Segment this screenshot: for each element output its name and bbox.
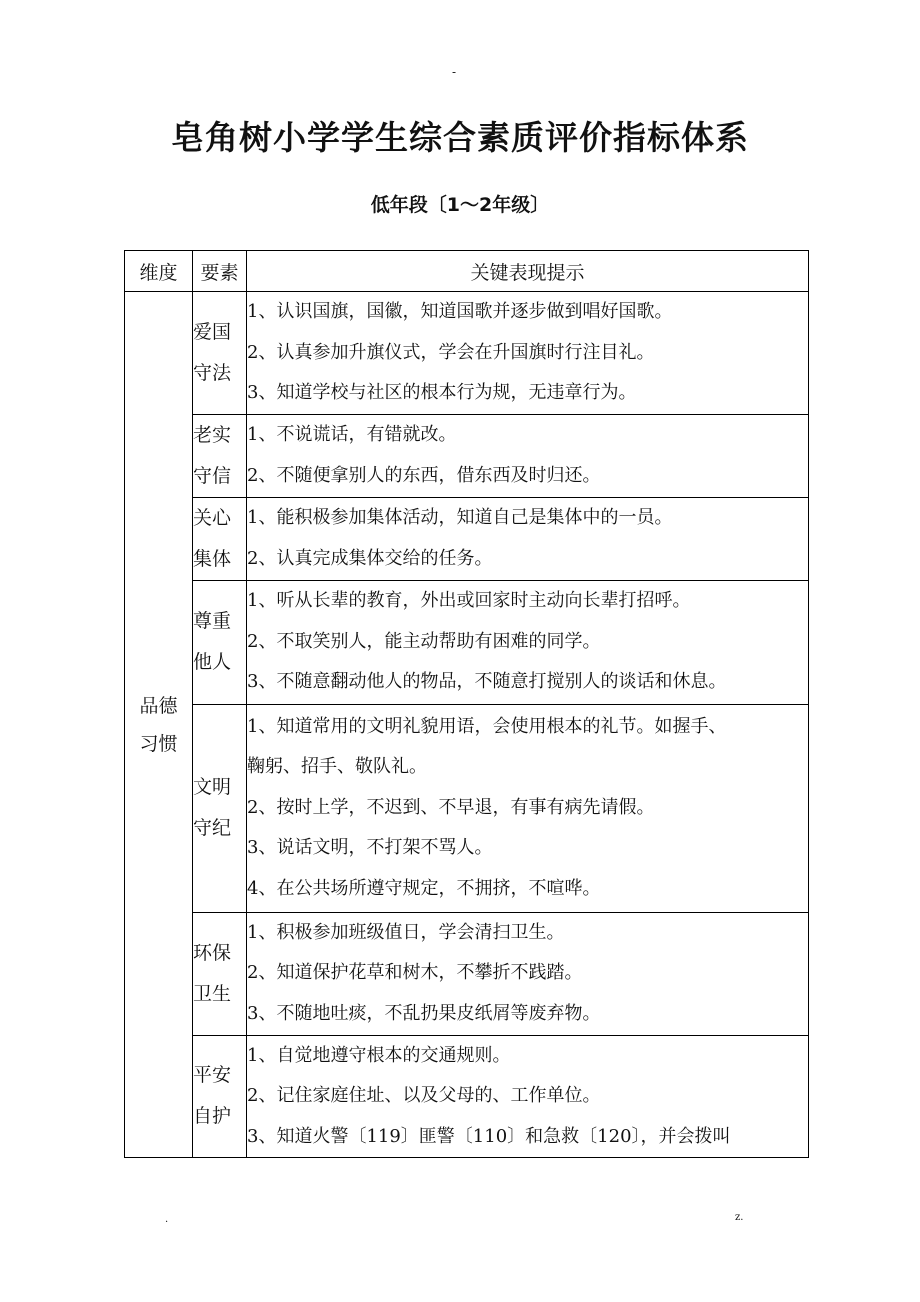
list-item: 1、听从长辈的教育，外出或回家时主动向长辈打招呼。: [247, 590, 691, 612]
footer-left-mark: .: [165, 1214, 169, 1225]
element-cell: [193, 1035, 247, 1158]
list-item: 3、不随地吐痰，不乱扔果皮纸屑等废弃物。: [247, 1002, 601, 1024]
element-label: 关心集体: [193, 506, 232, 570]
header-key-points: 关键表现提示: [247, 251, 809, 292]
table-row: [125, 912, 809, 1035]
list-item: 1、能积极参加集体活动，知道自己是集体中的一员。: [247, 507, 673, 528]
items-cell: [247, 414, 809, 497]
items-cell: [247, 497, 809, 580]
table-row: [125, 580, 809, 704]
list-item: 鞠躬、招手、敬队礼。: [247, 756, 427, 778]
element-cell: [193, 497, 247, 580]
list-item: 2、不随便拿别人的东西，借东西及时归还。: [247, 464, 601, 486]
header-element: 要素: [193, 251, 247, 292]
footer-right-mark: z.: [735, 1212, 744, 1223]
list-item: 2、不取笑别人，能主动帮助有困难的同学。: [247, 630, 601, 652]
items-cell: [247, 1035, 809, 1158]
element-cell: [193, 414, 247, 497]
list-item: 2、认真完成集体交给的任务。: [247, 547, 493, 569]
list-item: 2、记住家庭住址、以及父母的、工作单位。: [247, 1085, 601, 1106]
header-mark: -: [452, 65, 457, 79]
dimension-cell: [125, 292, 193, 1158]
items-cell: [247, 704, 809, 912]
page-subtitle: 低年段〔1～2年级〕: [370, 194, 550, 216]
element-label: 平安自护: [193, 1064, 232, 1128]
table-row: [125, 292, 809, 415]
element-label: 文明守纪: [193, 776, 232, 839]
element-label: 爱国守法: [193, 320, 232, 384]
dimension-label: 品德习惯: [139, 694, 178, 755]
list-item: 3、说话文明，不打架不骂人。: [247, 837, 493, 859]
list-item: 2、按时上学，不迟到、不早退，有事有病先请假。: [247, 796, 655, 818]
table-row: [125, 704, 809, 912]
items-cell: [247, 580, 809, 704]
list-item: 1、认识国旗，国徽，知道国歌并逐步做到唱好国歌。: [247, 301, 673, 322]
evaluation-table: [124, 250, 809, 1158]
list-item: 3、知道学校与社区的根本行为规，无违章行为。: [247, 382, 637, 403]
page-title: 皂角树小学学生综合素质评价指标体系: [171, 118, 749, 157]
element-label: 环保卫生: [193, 941, 232, 1005]
list-item: 1、自觉地遵守根本的交通规则。: [247, 1044, 511, 1066]
element-cell: [193, 580, 247, 704]
list-item: 3、不随意翻动他人的物品，不随意打搅别人的谈话和休息。: [247, 671, 727, 693]
element-cell: [193, 704, 247, 912]
element-cell: [193, 912, 247, 1035]
list-item: 1、积极参加班级值日，学会清扫卫生。: [247, 921, 565, 943]
table-row: [125, 497, 809, 580]
element-cell: [193, 292, 247, 415]
element-label: 尊重他人: [193, 610, 232, 673]
table-row: [125, 414, 809, 497]
element-label: 老实守信: [193, 423, 232, 487]
list-item: 1、不说谎话，有错就改。: [247, 424, 457, 445]
table-header-row: [125, 251, 809, 292]
list-item: 2、知道保护花草和树木，不攀折不践踏。: [247, 962, 583, 984]
list-item: 1、知道常用的文明礼貌用语，会使用根本的礼节。如握手、: [247, 715, 727, 737]
header-dimension: 维度: [125, 251, 193, 292]
list-item: 3、知道火警〔119〕匪警〔110〕和急救〔120〕，并会拨叫: [247, 1125, 731, 1147]
list-item: 4、在公共场所遵守规定，不拥挤，不喧哗。: [247, 877, 601, 899]
items-cell: [247, 912, 809, 1035]
table-row: [125, 1035, 809, 1158]
list-item: 2、认真参加升旗仪式，学会在升国旗时行注目礼。: [247, 341, 655, 363]
items-cell: [247, 292, 809, 415]
